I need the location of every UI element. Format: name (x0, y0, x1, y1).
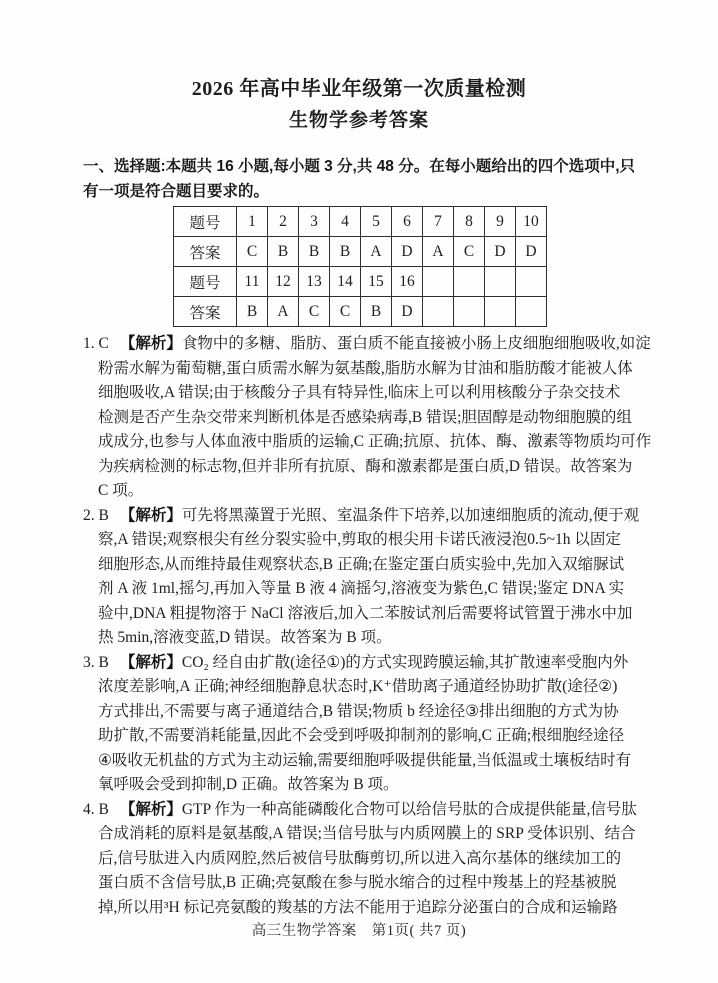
answer-cell: A (423, 237, 454, 267)
answer-cell: C (237, 237, 268, 267)
answer-cell: A (268, 297, 299, 327)
answer-cell (423, 267, 454, 297)
explanation-first-line (83, 504, 653, 529)
answer-cell: 4 (330, 207, 361, 237)
text-line: 剂 A 液 1ml,摇匀,再加入等量 B 液 4 滴摇匀,溶液变为紫色,C 错误;鉴定 DNA 实 (98, 580, 625, 597)
answer-cell: 10 (516, 207, 547, 237)
text-line: 氧呼吸会受到抑制,D 正确。故答案为 B 项。 (98, 776, 399, 793)
answer-cell: D (392, 237, 423, 267)
answer-cell: 11 (237, 267, 268, 297)
question-explanation (83, 332, 653, 504)
answer-cell (454, 297, 485, 327)
analysis-label: 【解析】 (119, 653, 182, 671)
row-header-cell: 答案 (174, 297, 237, 327)
text-line: 助扩散,不需要消耗能量,因此不会受到呼吸抑制剂的影响,C 正确;根细胞经途径 (98, 727, 625, 744)
table-row (174, 267, 547, 297)
text-line: ④吸收无机盐的方式为主动运输,需要细胞呼吸提供能量,当低温或土壤板结时有 (98, 751, 632, 769)
answer-cell: 2 (268, 207, 299, 237)
explanation-text: 可先将黑藻置于光照、室温条件下培养,以加速细胞质的流动,便于观 (181, 506, 640, 524)
answer-cell: C (330, 297, 361, 327)
text-line: 方式排出,不需要与离子通道结合,B 错误;物质 b 经途径③排出细胞的方式为协 (98, 702, 619, 720)
answer-cell: 5 (361, 207, 392, 237)
answer-cell: 14 (330, 267, 361, 297)
answer-cell: D (485, 237, 516, 267)
answer-cell: B (299, 237, 330, 267)
answer-cell: 7 (423, 207, 454, 237)
explanation-first-line (83, 332, 653, 357)
text-line: 检测是否产生杂交带来判断机体是否感染病毒,B 错误;胆固醇是动物细胞膜的组 (98, 408, 632, 426)
document-subtitle: 生物学参考答案 (288, 110, 429, 131)
text-line: 合成消耗的原料是氨基酸,A 错误;当信号肽与内质网膜上的 SRP 受体识别、结合 (98, 825, 636, 842)
answer-cell (454, 267, 485, 297)
question-number-answer: 1. C (83, 335, 109, 352)
answer-cell (485, 297, 516, 327)
answer-cell: 9 (485, 207, 516, 237)
explanation-first-line (83, 798, 653, 823)
question-number-answer: 3. B (83, 653, 109, 671)
text-line: 成成分,也参与人体血液中脂质的运输,C 正确;抗原、抗体、酶、激素等物质均可作 (98, 433, 652, 450)
analysis-label: 【解析】 (119, 506, 182, 524)
text-line: 细胞形态,从而维持最佳观察状态,B 正确;在鉴定蛋白质实验中,先加入双缩脲试 (98, 555, 625, 573)
text-line: 为疾病检测的标志物,但并非所有抗原、酶和激素都是蛋白质,D 错误。故答案为 (98, 457, 633, 475)
table-row (174, 237, 547, 267)
answer-cell: B (237, 297, 268, 327)
answer-cell: 1 (237, 207, 268, 237)
section-instructions (83, 155, 653, 204)
answer-cell: 16 (392, 267, 423, 297)
answer-cell: 3 (299, 207, 330, 237)
answer-cell: B (330, 237, 361, 267)
explanation-text: GTP 作为一种高能磷酸化合物可以给信号肽的合成提供能量,信号肽 (181, 800, 637, 818)
row-header-cell: 题号 (174, 267, 237, 297)
answer-cell: 6 (392, 207, 423, 237)
answer-cell: B (361, 297, 392, 327)
explanation-body (98, 528, 653, 651)
instruction-line: 一、选择题:本题共 16 小题,每小题 3 分,共 48 分。在每小题给出的四个选项中,只 (83, 158, 636, 175)
answer-table (173, 206, 547, 327)
text-line: 热 5min,溶液变蓝,D 错误。故答案为 B 项。 (98, 629, 392, 646)
question-number-answer: 4. B (83, 800, 109, 818)
row-header-cell: 答案 (174, 237, 237, 267)
text-line: 察,A 错误;观察根尖有丝分裂实验中,剪取的根尖用卡诺氏液浸泡0.5~1h 以固定 (98, 531, 621, 548)
answer-cell: D (392, 297, 423, 327)
answer-explanations (83, 332, 653, 920)
answer-cell: B (268, 237, 299, 267)
text-line: 浓度差影响,A 正确;神经细胞静息状态时,K⁺借助离子通道经协助扩散(途径②) (98, 678, 618, 695)
answer-cell: C (454, 237, 485, 267)
instruction-line: 有一项是符合题目要求的。 (83, 182, 270, 200)
analysis-label: 【解析】 (119, 335, 182, 352)
question-explanation (83, 651, 653, 798)
answer-cell: A (361, 237, 392, 267)
table-row (174, 207, 547, 237)
answer-cell: 15 (361, 267, 392, 297)
explanation-text: 食物中的多糖、脂肪、蛋白质不能直接被小肠上皮细胞细胞吸收,如淀 (181, 335, 651, 352)
answer-cell: C (299, 297, 330, 327)
analysis-label: 【解析】 (119, 800, 182, 818)
answer-cell: 13 (299, 267, 330, 297)
question-explanation (83, 798, 653, 921)
answer-cell: 8 (454, 207, 485, 237)
explanation-body (98, 357, 653, 504)
text-line: 后,信号肽进入内质网腔,然后被信号肽酶剪切,所以进入高尔基体的继续加工的 (98, 849, 622, 867)
explanation-first-line (83, 651, 653, 676)
answer-cell: D (516, 237, 547, 267)
question-explanation (83, 504, 653, 651)
answer-cell (485, 267, 516, 297)
answer-cell (516, 297, 547, 327)
explanation-body (98, 675, 653, 798)
text-line: 细胞吸收,A 错误;由于核酸分子具有特异性,临床上可以利用核酸分子杂交技术 (98, 384, 621, 401)
explanation-text: CO₂ 经自由扩散(途径①)的方式实现跨膜运输,其扩散速率受胞内外 (181, 653, 629, 671)
explanation-body (98, 822, 653, 920)
table-row (174, 297, 547, 327)
page-footer: 高三生物学答案 第1页( 共7 页) (251, 923, 467, 939)
answer-cell: 12 (268, 267, 299, 297)
answer-cell (516, 267, 547, 297)
text-line: 粉需水解为葡萄糖,蛋白质需水解为氨基酸,脂肪水解为甘油和脂肪酸才能被人体 (98, 359, 633, 377)
text-line: 验中,DNA 粗提物溶于 NaCl 溶液后,加入二苯胺试剂后需要将试管置于沸水中加 (98, 604, 633, 622)
answer-cell (423, 297, 454, 327)
text-line: 掉,所以用³H 标记亮氨酸的羧基的方法不能用于追踪分泌蛋白的合成和运输路 (98, 898, 618, 916)
text-line: C 项。 (98, 482, 144, 499)
document-title: 2026 年高中毕业年级第一次质量检测 (191, 78, 527, 100)
row-header-cell: 题号 (174, 207, 237, 237)
question-number-answer: 2. B (83, 506, 109, 524)
text-line: 蛋白质不含信号肽,B 正确;亮氨酸在参与脱水缩合的过程中羧基上的羟基被脱 (98, 874, 617, 891)
